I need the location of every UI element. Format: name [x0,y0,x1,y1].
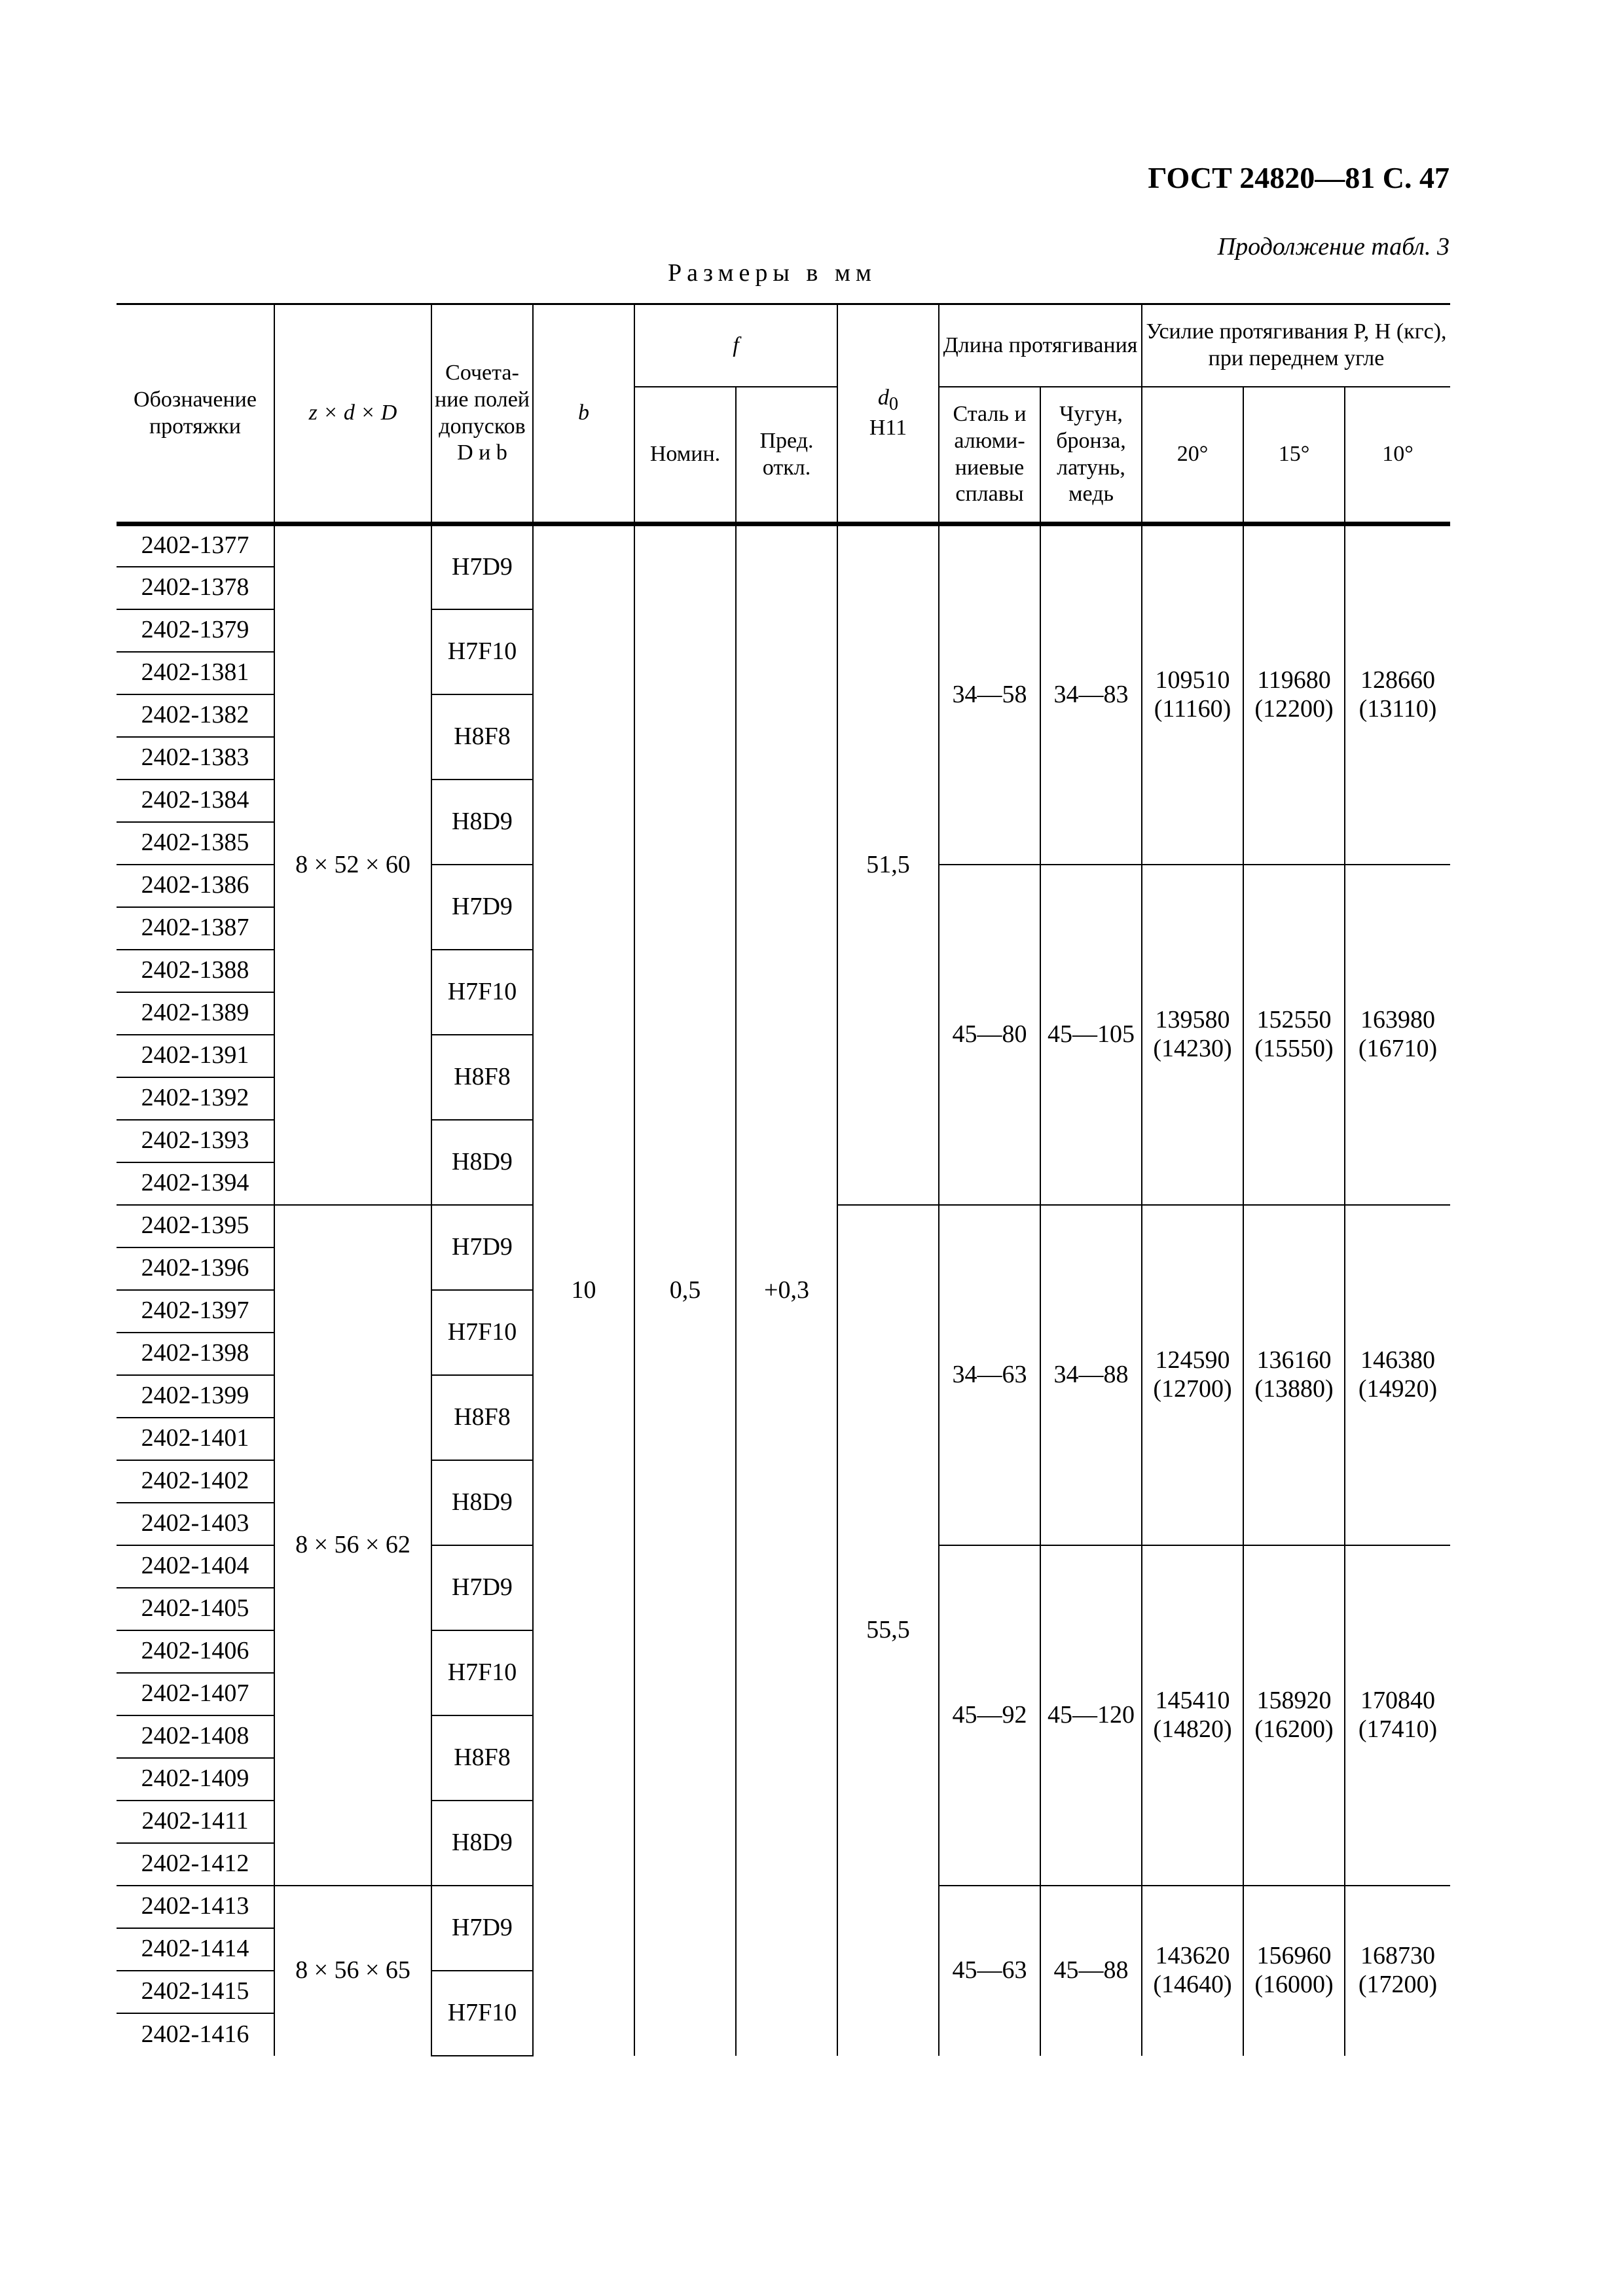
force-newton: 128660 [1360,666,1436,694]
designation-cell: 2402-1391 [117,1035,274,1077]
force-newton: 109510 [1155,666,1230,694]
length-iron-cell: 34—83 [1040,524,1142,865]
designation-cell: 2402-1413 [117,1886,274,1928]
table-continuation-note: Продолжение табл. 3 [1217,233,1450,260]
designation-cell: 2402-1411 [117,1801,274,1843]
length-steel-cell: 45—80 [939,865,1040,1205]
fit-cell: H7D9 [431,524,533,609]
designation-cell: 2402-1388 [117,950,274,992]
designation-cell: 2402-1402 [117,1460,274,1503]
d0-cell: 55,5 [837,1205,939,2056]
length-steel-cell: 34—63 [939,1205,1040,1545]
fit-cell: H8D9 [431,1801,533,1886]
designation-cell: 2402-1377 [117,524,274,567]
col-force: Усилие протягивания P, Н (кгс), при переднем угле [1142,304,1450,387]
force-newton: 168730 [1360,1942,1436,1970]
force-20-cell [1142,1545,1243,1886]
designation-cell: 2402-1404 [117,1545,274,1588]
length-steel-cell: 45—63 [939,1886,1040,2056]
designation-cell: 2402-1385 [117,822,274,865]
force-kgf: (12200) [1254,694,1334,723]
force-10-cell [1345,865,1450,1205]
force-kgf: (12700) [1153,1374,1232,1403]
force-kgf: (15550) [1254,1034,1334,1062]
designation-cell: 2402-1393 [117,1120,274,1162]
col-f: f [634,304,837,387]
designation-cell: 2402-1403 [117,1503,274,1545]
force-15-cell [1243,1205,1345,1545]
designation-cell: 2402-1392 [117,1077,274,1120]
col-length-iron: Чугун, бронза, латунь, медь [1040,387,1142,524]
broach-table [117,303,1450,2056]
force-newton: 124590 [1155,1346,1230,1374]
fit-cell: H8F8 [431,1715,533,1801]
force-kgf: (14820) [1153,1715,1232,1743]
force-10-cell [1345,1886,1450,2056]
designation-cell: 2402-1399 [117,1375,274,1418]
force-newton: 119680 [1257,666,1331,694]
col-f-dev: Пред. откл. [736,387,837,524]
designation-cell: 2402-1409 [117,1758,274,1801]
force-newton: 143620 [1155,1942,1230,1970]
force-newton: 158920 [1256,1686,1332,1714]
col-length-steel: Сталь и алюми-ниевые сплавы [939,387,1040,524]
fit-cell: H7F10 [431,1290,533,1375]
force-newton: 152550 [1256,1005,1332,1033]
designation-cell: 2402-1382 [117,694,274,737]
col-designation: Обозначение протяжки [117,304,274,524]
length-steel-cell: 45—92 [939,1545,1040,1886]
units-caption: Размеры в мм [668,259,877,287]
col-length: Длина протягивания [939,304,1142,387]
fit-cell: H8D9 [431,1460,533,1545]
designation-cell: 2402-1397 [117,1290,274,1333]
fit-cell: H8D9 [431,1120,533,1205]
size-cell: 8 × 56 × 62 [274,1205,431,1886]
force-kgf: (16000) [1254,1971,1334,1998]
designation-cell: 2402-1412 [117,1843,274,1886]
col-angle-15: 15° [1243,387,1345,524]
table-row [117,524,1450,567]
force-20-cell [1142,865,1243,1205]
designation-cell: 2402-1383 [117,737,274,780]
force-kgf: (14920) [1358,1374,1438,1403]
designation-cell: 2402-1414 [117,1928,274,1971]
designation-cell: 2402-1384 [117,780,274,822]
designation-cell: 2402-1394 [117,1162,274,1205]
f-dev-cell: +0,3 [736,524,837,2056]
fit-cell: H7D9 [431,1545,533,1630]
force-15-cell [1243,524,1345,865]
length-iron-cell: 45—105 [1040,865,1142,1205]
fit-cell: H7F10 [431,609,533,694]
force-newton: 163980 [1360,1005,1436,1033]
force-10-cell [1345,1205,1450,1545]
f-nom-cell: 0,5 [634,524,736,2056]
force-kgf: (17410) [1358,1715,1438,1743]
designation-cell: 2402-1401 [117,1418,274,1460]
col-angle-20: 20° [1142,387,1243,524]
designation-cell: 2402-1407 [117,1673,274,1715]
designation-cell: 2402-1378 [117,567,274,609]
force-20-cell [1142,1886,1243,2056]
length-iron-cell: 34—88 [1040,1205,1142,1545]
designation-cell: 2402-1416 [117,2013,274,2056]
fit-cell: H7F10 [431,950,533,1035]
force-newton: 145410 [1155,1686,1230,1714]
force-kgf: (13110) [1359,694,1437,723]
force-10-cell [1345,524,1450,865]
page-header: ГОСТ 24820—81 С. 47 [1148,161,1450,194]
designation-cell: 2402-1406 [117,1630,274,1673]
force-newton: 136160 [1256,1346,1332,1374]
force-10-cell [1345,1545,1450,1886]
fit-cell: H7D9 [431,1205,533,1290]
fit-cell: H8F8 [431,1375,533,1460]
length-steel-cell: 34—58 [939,524,1040,865]
force-15-cell [1243,1886,1345,2056]
designation-cell: 2402-1389 [117,992,274,1035]
force-newton: 139580 [1155,1005,1230,1033]
col-f-nom: Номин. [634,387,736,524]
fit-cell: H8F8 [431,694,533,780]
designation-cell: 2402-1398 [117,1333,274,1375]
force-15-cell [1243,865,1345,1205]
col-fit: Сочета-ние полей допусков D и b [431,304,533,524]
designation-cell: 2402-1405 [117,1588,274,1630]
force-kgf: (16200) [1254,1715,1334,1743]
force-kgf: (13880) [1254,1374,1334,1403]
force-kgf: (17200) [1358,1971,1438,1998]
col-angle-10: 10° [1345,387,1450,524]
length-iron-cell: 45—120 [1040,1545,1142,1886]
force-kgf: (11160) [1154,694,1231,723]
force-newton: 170840 [1360,1686,1436,1714]
col-zdD: z × d × D [274,304,431,524]
designation-cell: 2402-1408 [117,1715,274,1758]
force-kgf: (14640) [1153,1971,1232,1998]
force-newton: 146380 [1360,1346,1436,1374]
designation-cell: 2402-1381 [117,652,274,694]
force-kgf: (16710) [1358,1034,1438,1062]
col-b: b [533,304,634,524]
force-20-cell [1142,1205,1243,1545]
col-d0: $d_0$ H11 [837,304,939,524]
fit-cell: H7D9 [431,865,533,950]
size-cell: 8 × 56 × 65 [274,1886,431,2056]
b-cell: 10 [533,524,634,2056]
length-iron-cell: 45—88 [1040,1886,1142,2056]
fit-cell: H8F8 [431,1035,533,1120]
force-15-cell [1243,1545,1345,1886]
fit-cell: H8D9 [431,780,533,865]
fit-cell: H7F10 [431,1971,533,2056]
table-body [117,524,1450,2056]
fit-cell: H7F10 [431,1630,533,1715]
d0-cell: 51,5 [837,524,939,1205]
force-kgf: (14230) [1153,1034,1232,1062]
designation-cell: 2402-1387 [117,907,274,950]
designation-cell: 2402-1395 [117,1205,274,1247]
designation-cell: 2402-1396 [117,1247,274,1290]
force-20-cell [1142,524,1243,865]
designation-cell: 2402-1415 [117,1971,274,2013]
size-cell: 8 × 52 × 60 [274,524,431,1205]
designation-cell: 2402-1379 [117,609,274,652]
force-newton: 156960 [1256,1942,1332,1970]
fit-cell: H7D9 [431,1886,533,1971]
designation-cell: 2402-1386 [117,865,274,907]
